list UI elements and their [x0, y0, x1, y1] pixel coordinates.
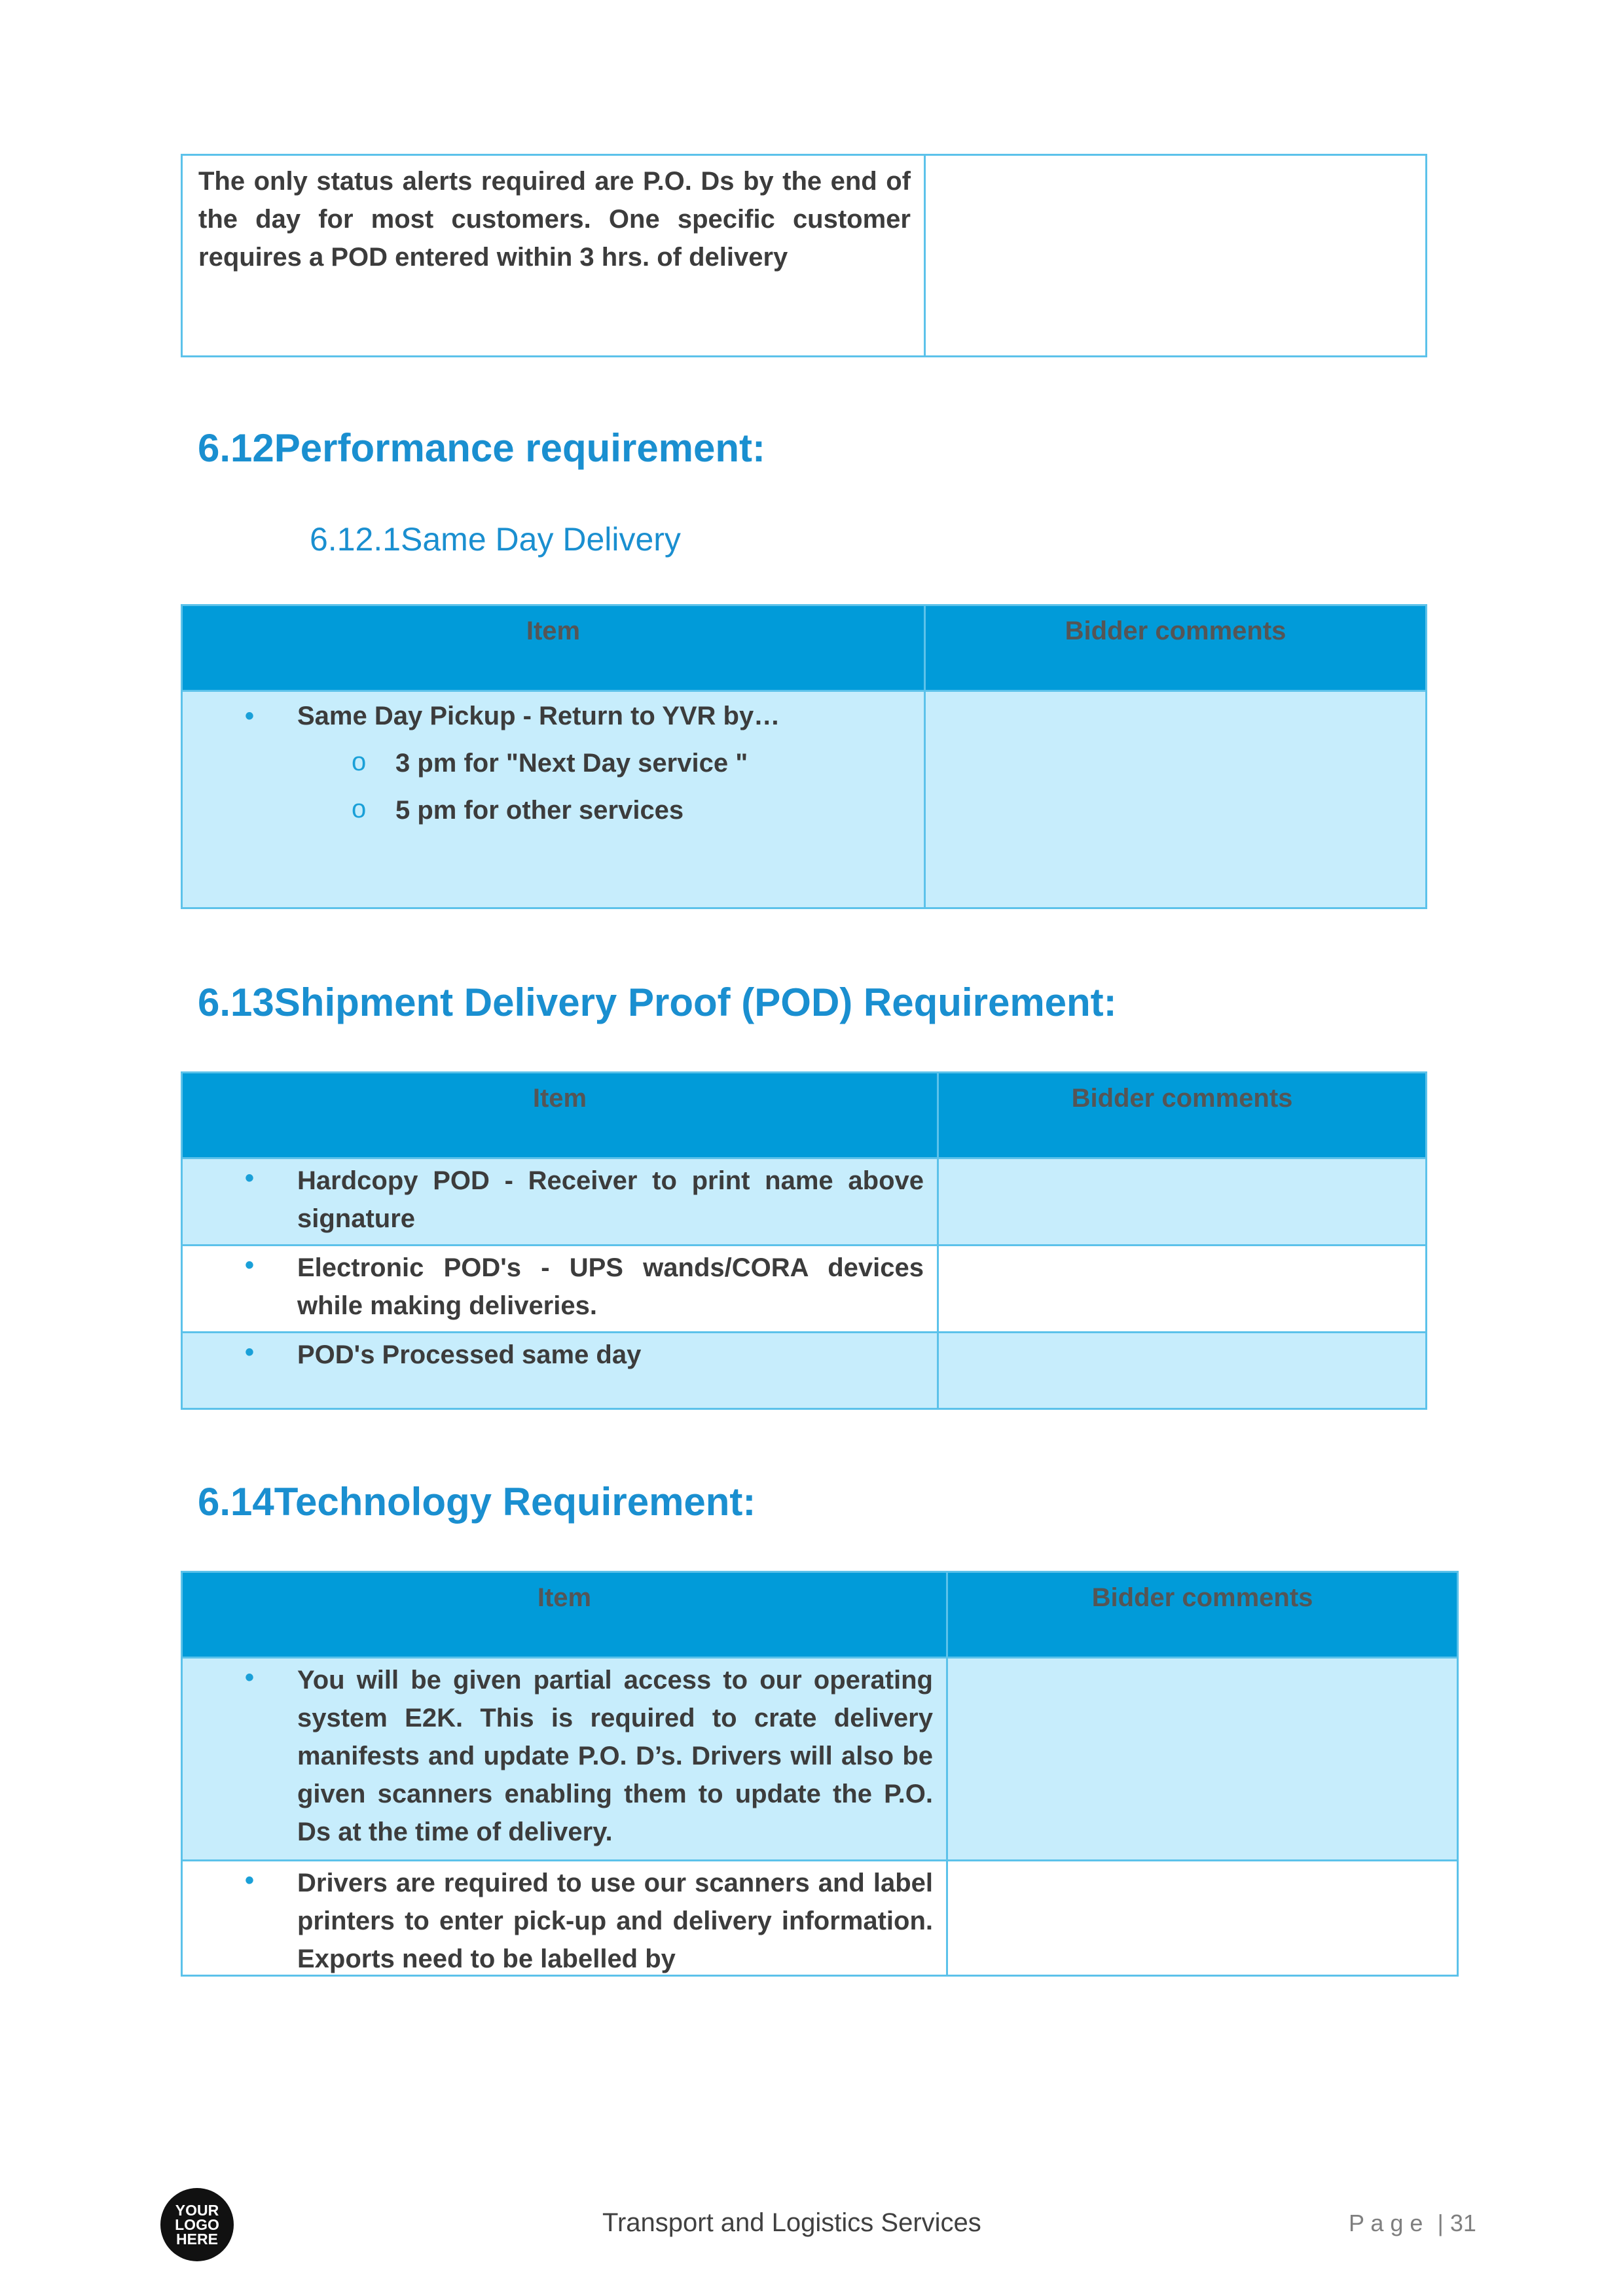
table-row [182, 1658, 1458, 1861]
sub-bullet-item: o 5 pm for other services [183, 791, 924, 829]
section-6-13-heading [198, 980, 1117, 1025]
status-alerts-cell [182, 155, 925, 357]
comments-cell[interactable] [938, 1158, 1427, 1246]
table-row [182, 1246, 1427, 1333]
section-number: 6.13 [198, 980, 274, 1024]
section-title: Technology Requirement: [274, 1480, 756, 1524]
item-cell [182, 1333, 938, 1409]
company-logo: YOUR LOGO HERE [160, 2188, 234, 2261]
table-row [182, 1333, 1427, 1409]
bullet-item: • Same Day Pickup - Return to YVR by… [183, 697, 924, 735]
status-alerts-comments-cell[interactable] [925, 155, 1427, 357]
bullet-item: • You will be given partial access to our operating system E2K. This is required to crate delivery manifests and update P.O. D’s. Drivers will also be given scanners enabling them to update the P.O. Ds at the time of delivery. [183, 1659, 946, 1851]
column-header-item: Item [182, 1572, 947, 1658]
bullet-item: • Hardcopy POD - Receiver to print name above signature [183, 1159, 937, 1238]
page-number: 31 [1450, 2210, 1476, 2236]
bullet-item: • Drivers are required to use our scanners and label printers to enter pick-up and delivery information. Exports need to be labelled by [183, 1861, 946, 1974]
comments-cell[interactable] [925, 691, 1427, 908]
column-header-bidder-comments: Bidder comments [938, 1073, 1427, 1158]
section-number: 6.12 [198, 426, 274, 470]
column-header-item: Item [182, 605, 925, 691]
section-title: Shipment Delivery Proof (POD) Requirement: [274, 980, 1117, 1024]
bullet-item: • Electronic POD's - UPS wands/CORA devices while making deliveries. [183, 1246, 937, 1325]
comments-cell[interactable] [947, 1861, 1458, 1976]
page-label: P a g e [1349, 2210, 1423, 2236]
footer-title: Transport and Logistics Services [602, 2208, 981, 2237]
same-day-delivery-table [181, 604, 1427, 909]
page-indicator [1349, 2210, 1476, 2237]
item-cell [182, 1246, 938, 1333]
status-alerts-text: The only status alerts required are P.O. Ds by the end of the day for most customers. One specific customer requires a POD entered within 3 hrs. of delivery [198, 167, 911, 272]
status-alerts-table [181, 154, 1427, 357]
comments-cell[interactable] [947, 1658, 1458, 1861]
column-header-bidder-comments: Bidder comments [947, 1572, 1458, 1658]
table-row [182, 1158, 1427, 1246]
subsection-title: Same Day Delivery [401, 521, 681, 558]
comments-cell[interactable] [938, 1246, 1427, 1333]
item-cell [182, 691, 925, 908]
item-cell [182, 1158, 938, 1246]
section-6-12-1-heading [310, 520, 681, 558]
section-title: Performance requirement: [274, 426, 766, 470]
sub-bullet-item: o 3 pm for "Next Day service " [183, 744, 924, 782]
table-row [182, 1861, 1458, 1976]
item-cell [182, 1658, 947, 1861]
table-row [182, 691, 1427, 908]
bullet-item: • POD's Processed same day [183, 1333, 937, 1374]
section-6-12-heading [198, 425, 765, 471]
column-header-item: Item [182, 1073, 938, 1158]
section-number: 6.14 [198, 1480, 274, 1524]
comments-cell[interactable] [938, 1333, 1427, 1409]
technology-requirement-table [181, 1571, 1459, 1977]
page-separator: | [1437, 2210, 1444, 2236]
pod-requirement-table [181, 1071, 1427, 1410]
column-header-bidder-comments: Bidder comments [925, 605, 1427, 691]
subsection-number: 6.12.1 [310, 521, 401, 558]
item-cell [182, 1861, 947, 1976]
section-6-14-heading [198, 1479, 756, 1524]
